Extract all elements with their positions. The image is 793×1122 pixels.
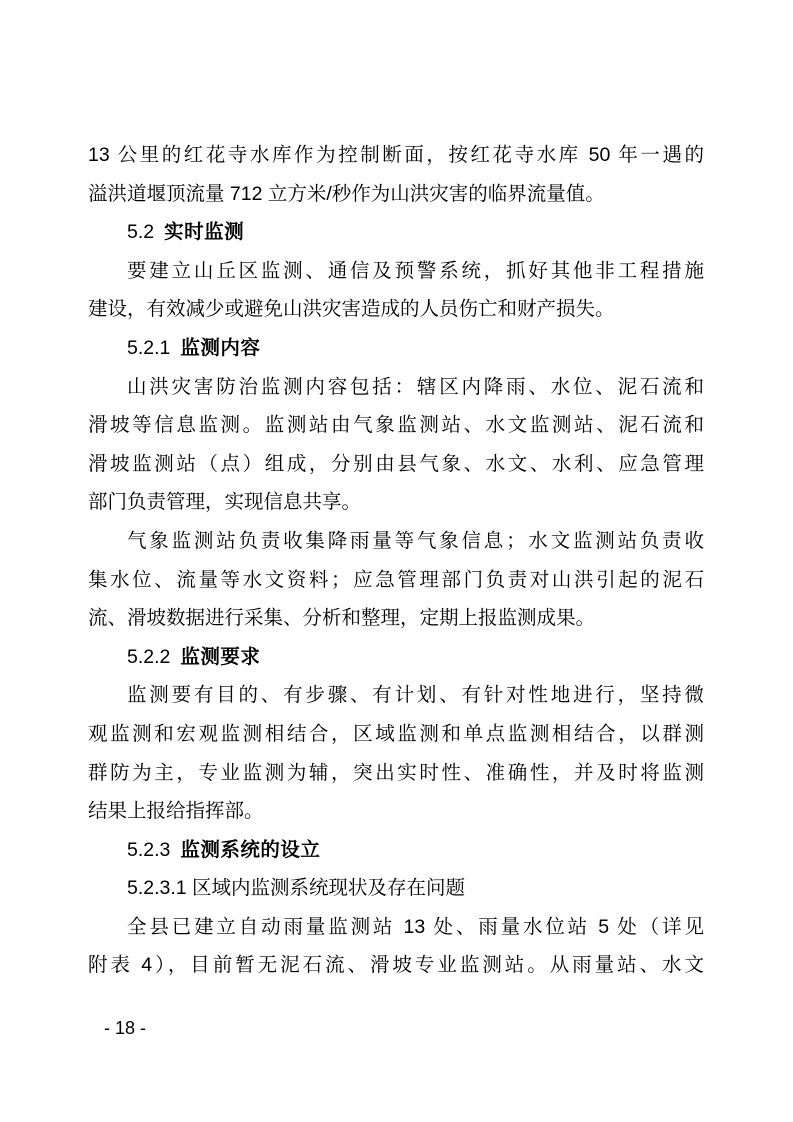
body-line: 要建立山丘区监测、通信及预警系统，抓好其他非工程措施 (127, 259, 704, 282)
body-line: 建设，有效减少或避免山洪灾害造成的人员伤亡和财产损失。 (88, 298, 615, 321)
body-line: 附表 4），目前暂无泥石流、滑坡专业监测站。从雨量站、水文 (88, 954, 704, 977)
body-line: 观监测和宏观监测相结合，区域监测和单点监测相结合，以群测 (88, 722, 704, 745)
heading-number: 5.2.2 (127, 645, 171, 668)
heading-number: 5.2.3 (127, 838, 171, 861)
heading-5-2-1 (88, 329, 704, 368)
document-text (88, 136, 704, 985)
subheading-5-2-3-1: 5.2.3.1 区域内监测系统现状及存在问题 (127, 877, 466, 900)
heading-5-2-2 (88, 638, 704, 677)
heading-title: 监测系统的设立 (180, 838, 321, 861)
body-line: 群防为主，专业监测为辅，突出实时性、准确性，并及时将监测 (88, 761, 704, 784)
body-line: 流、滑坡数据进行采集、分析和整理，定期上报监测成果。 (88, 607, 596, 630)
body-line: 全县已建立自动雨量监测站 13 处、雨量水位站 5 处（详见 (127, 915, 704, 938)
heading-title: 监测要求 (180, 645, 261, 668)
body-line: 溢洪道堰顶流量 712 立方米/秒作为山洪灾害的临界流量值。 (88, 182, 605, 205)
body-line: 13 公里的红花寺水库作为控制断面，按红花寺水库 50 年一遇的 (88, 144, 704, 166)
heading-title: 监测内容 (180, 336, 261, 359)
heading-5-2 (88, 213, 704, 252)
heading-number: 5.2 (127, 221, 155, 244)
body-line: 集水位、流量等水文资料；应急管理部门负责对山洪引起的泥石 (88, 568, 704, 591)
body-line: 山洪灾害防治监测内容包括：辖区内降雨、水位、泥石流和 (127, 375, 704, 398)
body-line: 滑坡监测站（点）组成，分别由县气象、水文、水利、应急管理 (88, 452, 704, 475)
heading-title: 实时监测 (164, 221, 245, 244)
body-line: 部门负责管理，实现信息共享。 (88, 491, 362, 514)
page-number: - 18 - (104, 1018, 147, 1038)
heading-number: 5.2.1 (127, 336, 171, 359)
body-line: 结果上报给指挥部。 (88, 800, 264, 823)
heading-5-2-3 (88, 831, 704, 870)
body-line: 监测要有目的、有步骤、有计划、有针对性地进行，坚持微 (127, 684, 704, 707)
body-line: 气象监测站负责收集降雨量等气象信息；水文监测站负责收 (127, 529, 704, 552)
body-line: 滑坡等信息监测。监测站由气象监测站、水文监测站、泥石流和 (88, 414, 704, 437)
